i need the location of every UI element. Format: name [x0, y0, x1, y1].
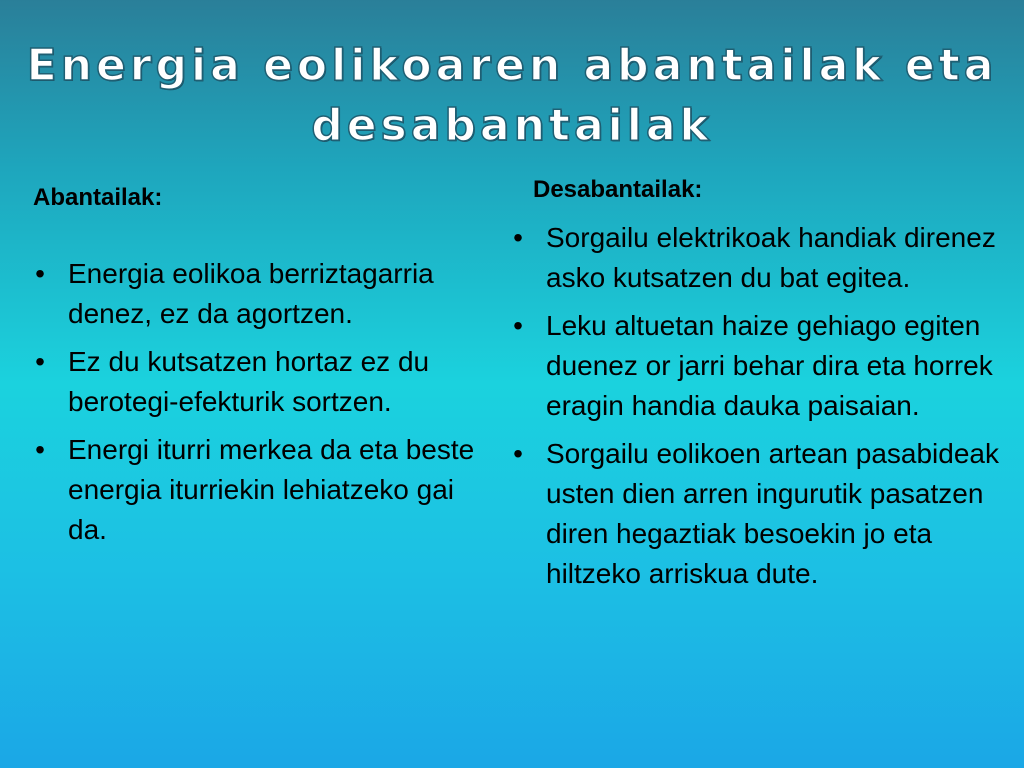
bullet-icon: • [35, 434, 45, 465]
bullet-icon: • [513, 438, 523, 469]
advantage-item [30, 430, 500, 550]
disadvantages-list [508, 218, 1008, 602]
advantage-text: Energi iturri merkea da eta beste energia iturriekin lehiatzeko gai da. [68, 434, 475, 545]
advantage-text: Energia eolikoa berriztagarria denez, ez da agortzen. [68, 258, 434, 329]
disadvantage-item [508, 218, 1008, 298]
slide-title [0, 36, 1024, 156]
bullet-icon: • [513, 222, 523, 253]
advantage-item [30, 254, 500, 334]
slide-title-line-2: desabantailak [311, 100, 713, 151]
advantages-heading: Abantailak: [33, 184, 163, 211]
bullet-icon: • [35, 346, 45, 377]
advantage-text: Ez du kutsatzen hortaz ez du berotegi-efekturik sortzen. [68, 346, 430, 417]
disadvantage-text: Sorgailu eolikoen artean pasabideak usten dien arren ingurutik pasatzen diren hegaztiak besoekin jo eta hiltzeko arriskua dute. [546, 438, 999, 589]
bullet-icon: • [35, 258, 45, 289]
advantages-list [30, 254, 500, 558]
disadvantage-item [508, 306, 1008, 426]
disadvantage-text: Leku altuetan haize gehiago egiten duenez or jarri behar dira eta horrek eragin handia dauka paisaian. [546, 310, 993, 421]
disadvantage-item [508, 434, 1008, 594]
disadvantages-heading: Desabantailak: [533, 176, 703, 203]
slide-title-line-1: Energia eolikoaren abantailak eta [26, 40, 998, 91]
bullet-icon: • [513, 310, 523, 341]
disadvantage-text: Sorgailu elektrikoak handiak direnez asko kutsatzen du bat egitea. [546, 222, 996, 293]
advantage-item [30, 342, 500, 422]
